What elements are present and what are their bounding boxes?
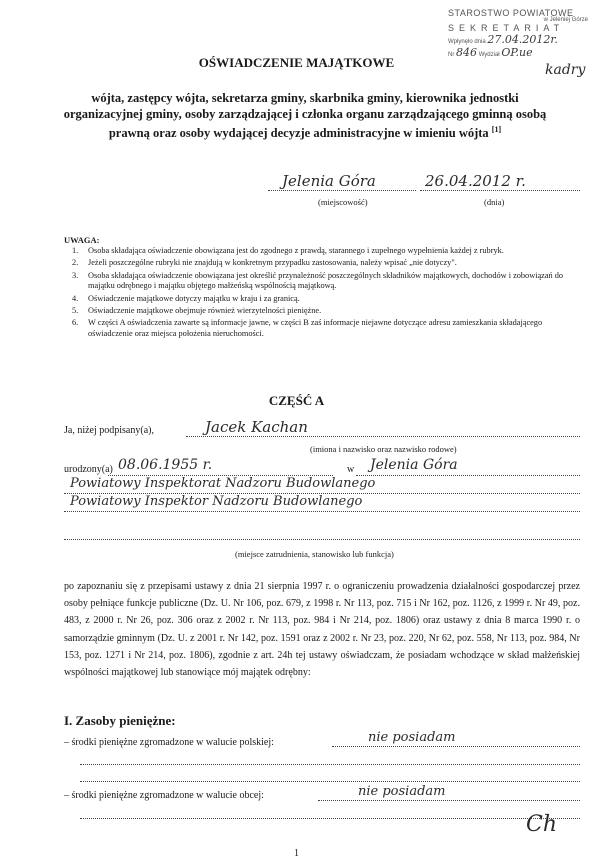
note-item	[72, 294, 572, 304]
employment-place: Powiatowy Inspektorat Nadzoru Budowlanego	[70, 476, 376, 491]
note-number: 2.	[72, 258, 79, 268]
stamp-received-value: 27.04.2012r.	[487, 33, 558, 46]
pln-dotted-line	[80, 764, 580, 765]
note-text: Jeżeli poszczególne rubryki nie znajdują w konkretnym przypadku zastosowania, należy wpisać „nie dotyczy".	[88, 258, 457, 268]
notes-list	[72, 246, 572, 341]
signatory-label: Ja, niżej podpisany(a),	[64, 425, 154, 436]
notes-title: UWAGA:	[64, 235, 100, 245]
note-text: Osoba składająca oświadczenie obowiązana jest określić przynależność poszczególnych składników majątkowych, dochodów i zobowiązań do majątku odrębnego i majątku objętego małżeńską wspólnością majątkową.	[88, 270, 564, 291]
stamp-number-value: 846	[456, 46, 478, 59]
document-subtitle	[60, 90, 550, 141]
document-title: OŚWIADCZENIE MAJĄTKOWE	[198, 55, 395, 70]
place-caption: (miejscowość)	[318, 197, 368, 207]
stamp-dept-value: OP.ue	[501, 46, 533, 59]
note-text: Oświadczenie majątkowe dotyczy majątku w kraju i za granicą.	[88, 293, 300, 303]
part-a-title: CZĘŚĆ A	[268, 393, 325, 408]
date-caption: (dnia)	[484, 197, 505, 207]
note-text: W części A oświadczenia zawarte są informacje jawne, w części B zaś informacje niejawne dotyczące adresu zamieszkania składającego oświadczenie oraz miejsca położenia nieruchomości.	[88, 318, 543, 338]
stamp-number-label: Nr	[448, 52, 455, 58]
stamp-dept: SEKRETARIAT	[448, 23, 565, 33]
note-item	[72, 271, 572, 292]
registry-stamp	[448, 8, 588, 59]
section-1-title: I. Zasoby pieniężne:	[64, 713, 176, 728]
in-label: w	[347, 464, 355, 475]
note-number: 6.	[72, 318, 79, 328]
corner-handwritten-note: kadry	[545, 62, 586, 78]
stamp-received-label: Wpłynęło dnia	[448, 39, 486, 45]
page-number: 1	[294, 848, 299, 859]
birth-place: Jelenia Góra	[370, 457, 458, 473]
note-number: 5.	[72, 306, 79, 316]
date-dotted-line	[420, 190, 580, 191]
pln-dotted-line	[80, 781, 580, 782]
footnote-ref: [1]	[491, 125, 502, 134]
pln-funds-value: nie posiadam	[368, 730, 456, 745]
place-value: Jelenia Góra	[282, 172, 376, 190]
employment-position: Powiatowy Inspektor Nadzoru Budowlanego	[70, 494, 363, 509]
note-text: Oświadczenie majątkowe obejmuje również wierzytelności pieniężne.	[88, 306, 322, 316]
pln-funds-label: – środki pieniężne zgromadzone w walucie polskiej:	[64, 737, 274, 748]
birth-date: 08.06.1955 r.	[118, 457, 213, 473]
born-label: urodzony(a)	[64, 464, 113, 475]
legal-paragraph: po zapoznaniu się z przepisami ustawy z dnia 21 sierpnia 1997 r. o ograniczeniu prowadzenia działalności gospodarczej przez osoby pełniące funkcje publiczne (Dz. U. Nr 106, poz. 679, z 1998 r. Nr 113, poz. 715 i Nr 162, poz. 1126, z 1999 r. Nr 49, poz. 483, z 2000 r. Nr 26, poz. 306 oraz z 2002 r. Nr 113, poz. 984 i Nr 214, poz. 1806) oraz ustawy z dnia 8 marca 1990 r. o samorządzie gminnym (Dz. U. z 2001 r. Nr 142, poz. 1591 oraz z 2002 r. Nr 23, poz. 220, Nr 62, poz. 558, Nr 113, poz. 984, Nr 153, poz. 1271 i Nr 214, poz. 1806), zgodnie z art. 24h tej ustawy oświadczam, że posiadam wchodzące w skład małżeńskiej wspólności majątkowej lub stanowiące mój majątek odrębny:	[64, 581, 580, 679]
employment-dotted-line	[64, 539, 580, 540]
stamp-office: STAROSTWO POWIATOWE	[448, 8, 574, 18]
initials-signature: Ch	[526, 812, 558, 837]
note-number: 1.	[72, 246, 79, 255]
foreign-funds-label: – środki pieniężne zgromadzone w walucie obcej:	[64, 790, 264, 801]
birth-place-dotted-line	[356, 475, 580, 476]
note-number: 3.	[72, 270, 79, 280]
note-item	[72, 306, 572, 316]
stamp-city: w Jeleniej Górze	[543, 17, 588, 23]
employment-caption: (miejsce zatrudnienia, stanowisko lub funkcja)	[235, 549, 394, 559]
pln-dotted-line	[332, 746, 580, 747]
foreign-funds-value: nie posiadam	[358, 784, 446, 799]
name-dotted-line	[186, 436, 580, 437]
note-text: Osoba składająca oświadczenie obowiązana jest do zgodnego z prawdą, starannego i zupełnego wypełnienia każdej z rubryk.	[88, 246, 504, 255]
name-caption: (imiona i nazwisko oraz nazwisko rodowe)	[310, 444, 457, 454]
subtitle-text: wójta, zastępcy wójta, sekretarza gminy, skarbnika gminy, kierownika jednostki organizacyjnej gminy, osoby zarządzającej i członka organu zarządzającego gminną osobą prawną oraz osoby wydającej decyzje administracyjne w imieniu wójta	[63, 91, 547, 141]
foreign-dotted-line	[318, 800, 580, 801]
note-item	[72, 258, 572, 268]
stamp-dept-label: Wydział	[478, 52, 500, 58]
place-dotted-line	[268, 190, 416, 191]
employment-dotted-line	[64, 511, 580, 512]
note-item	[72, 318, 572, 339]
signatory-name: Jacek Kachan	[205, 418, 308, 436]
foreign-dotted-line	[80, 818, 580, 819]
date-value: 26.04.2012 r.	[425, 172, 526, 190]
note-item	[72, 246, 572, 256]
note-number: 4.	[72, 293, 79, 303]
